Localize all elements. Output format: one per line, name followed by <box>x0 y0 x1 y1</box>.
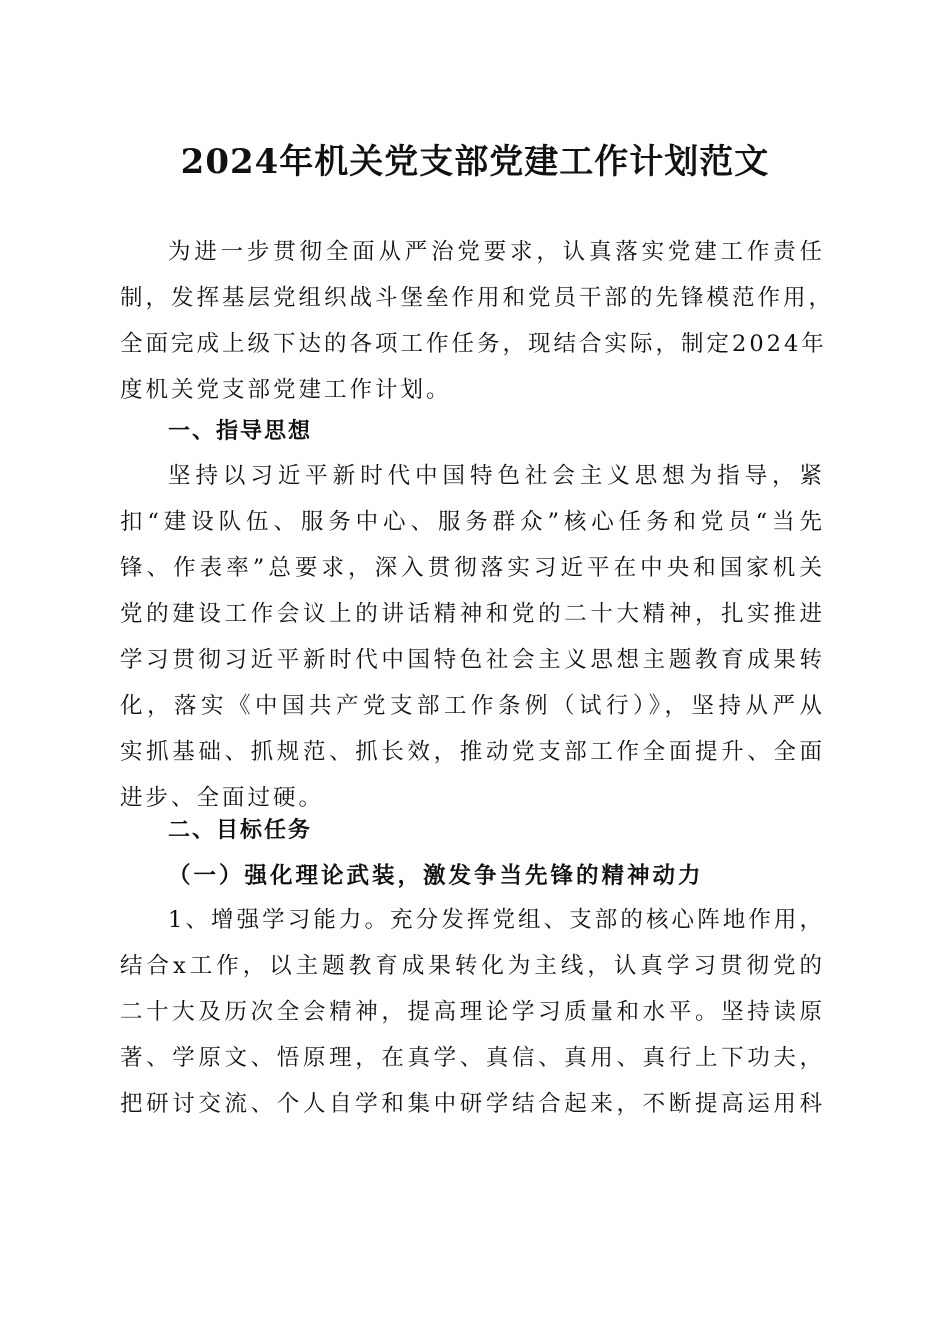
paragraph-line: 进步、全面过硬。 <box>120 785 325 811</box>
intro-line: 为进一步贯彻全面从严治党要求，认真落实党建工作责任 <box>168 239 825 265</box>
guiding-ideology-paragraph <box>120 453 825 821</box>
intro-line: 全面完成上级下达的各项工作任务，现结合实际，制定2024年 <box>120 331 827 357</box>
paragraph-line: 1、增强学习能力。充分发挥党组、支部的核心阵地作用， <box>168 907 825 933</box>
paragraph-line: 坚持以习近平新时代中国特色社会主义思想为指导，紧 <box>168 463 825 489</box>
section-heading-guiding-ideology: 一、指导思想 <box>168 419 313 444</box>
paragraph-line: 著、学原文、悟原理，在真学、真信、真用、真行上下功夫， <box>120 1045 825 1071</box>
paragraph-line: 扣“建设队伍、服务中心、服务群众”核心任务和党员“当先 <box>120 509 825 535</box>
document-title: 2024年机关党支部党建工作计划范文 <box>180 142 770 182</box>
intro-line: 度机关党支部党建工作计划。 <box>120 377 452 403</box>
paragraph-line: 结合x工作，以主题教育成果转化为主线，认真学习贯彻党的 <box>120 953 825 979</box>
section-heading-targets: 二、目标任务 <box>168 818 313 843</box>
subsection-heading: （一）强化理论武装，激发争当先锋的精神动力 <box>168 863 704 889</box>
paragraph-line: 二十大及历次全会精神，提高理论学习质量和水平。坚持读原 <box>120 999 825 1025</box>
paragraph-line: 锋、作表率”总要求，深入贯彻落实习近平在中央和国家机关 <box>120 555 825 581</box>
intro-paragraph <box>120 229 835 413</box>
paragraph-line: 化，落实《中国共产党支部工作条例（试行）》，坚持从严从 <box>120 693 825 719</box>
intro-line: 制，发挥基层党组织战斗堡垒作用和党员干部的先锋模范作用， <box>120 285 835 311</box>
paragraph-line: 把研讨交流、个人自学和集中研学结合起来，不断提高运用科 <box>120 1091 825 1117</box>
learning-ability-paragraph <box>120 897 825 1127</box>
paragraph-line: 党的建设工作会议上的讲话精神和党的二十大精神，扎实推进 <box>120 601 825 627</box>
paragraph-line: 学习贯彻习近平新时代中国特色社会主义思想主题教育成果转 <box>120 647 825 673</box>
paragraph-line: 实抓基础、抓规范、抓长效，推动党支部工作全面提升、全面 <box>120 739 825 765</box>
